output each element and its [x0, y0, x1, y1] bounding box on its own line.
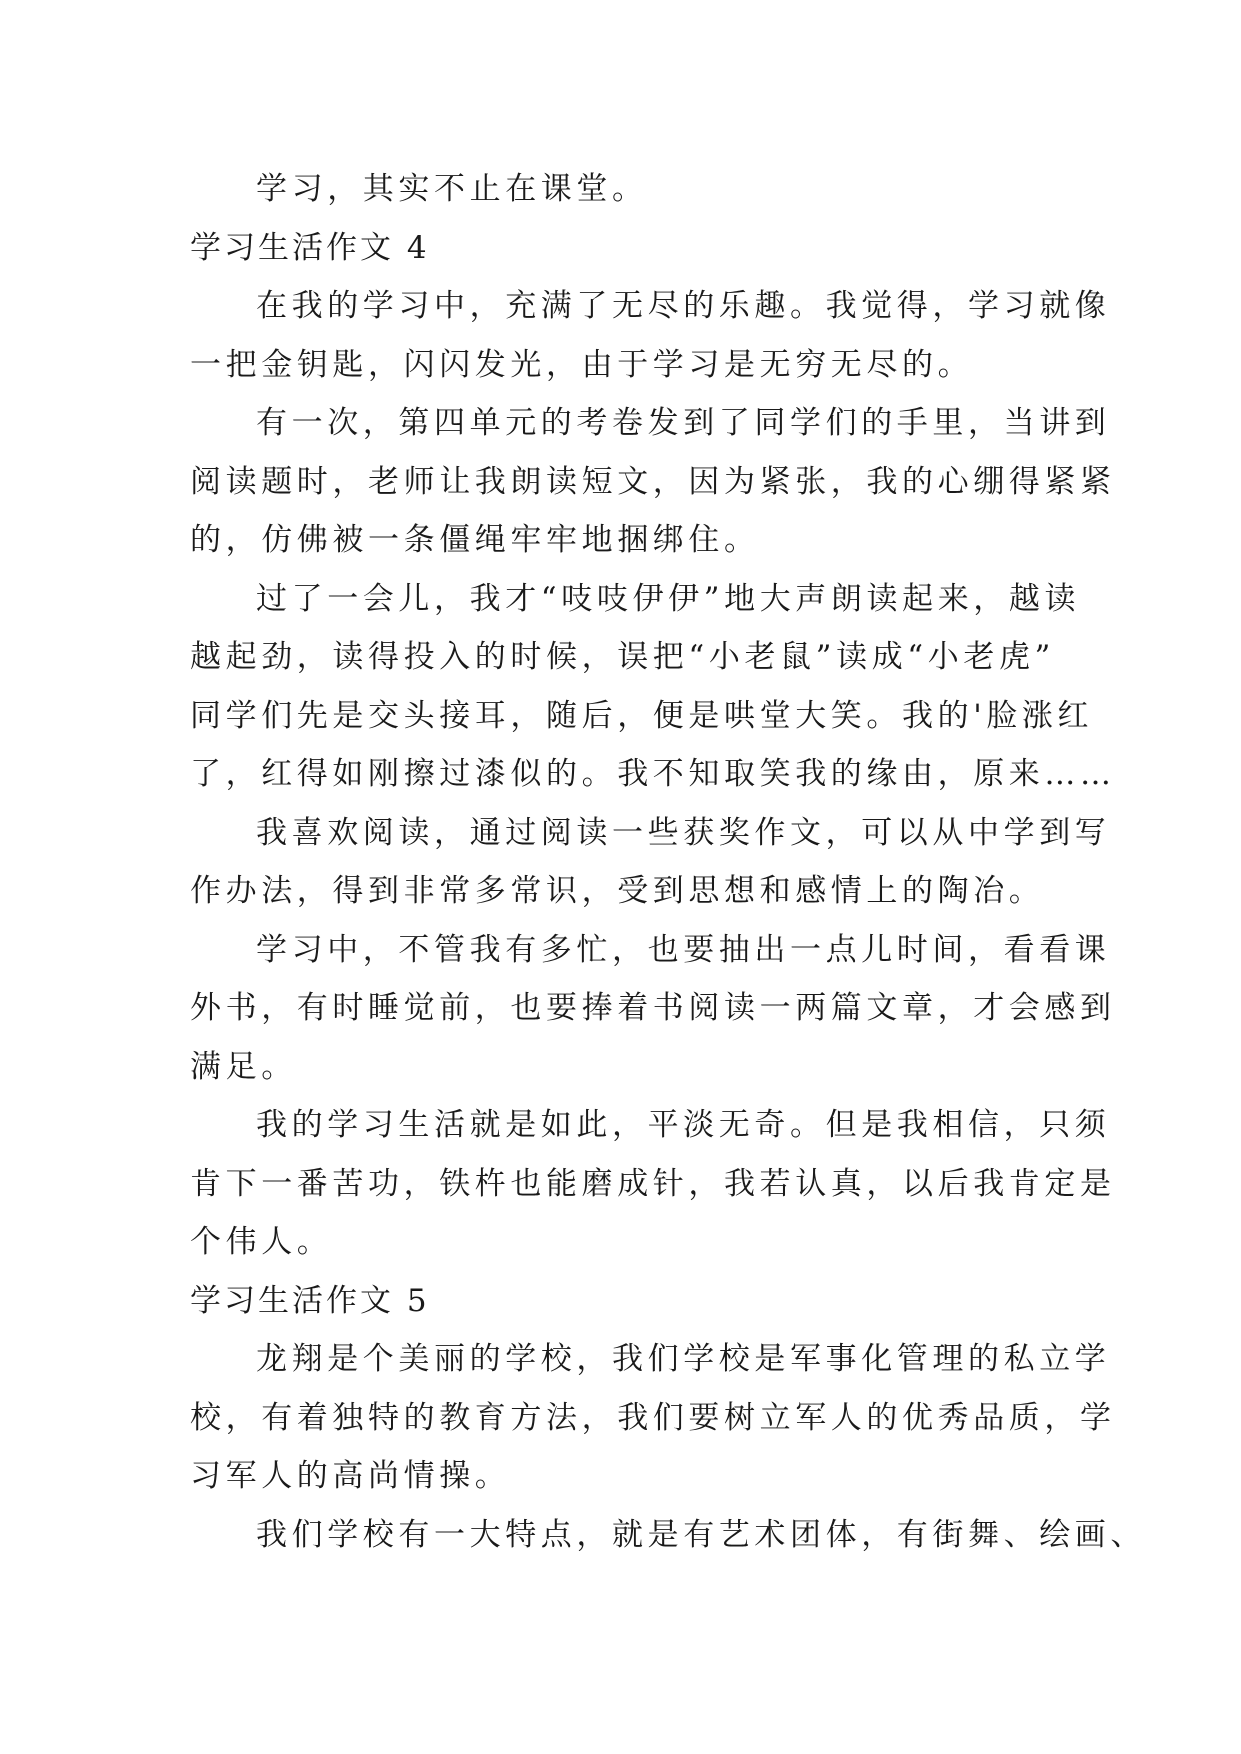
- paragraph-line: 一把金钥匙，闪闪发光，由于学习是无穷无尽的。: [190, 346, 974, 383]
- paragraph-line: 外书，有时睡觉前，也要捧着书阅读一两篇文章，才会感到: [190, 990, 1116, 1026]
- paragraph-line: 在我的学习中，充满了无尽的乐趣。我觉得，学习就像: [256, 288, 1111, 324]
- paragraph-line: 学习中，不管我有多忙，也要抽出一点儿时间，看看课: [256, 931, 1111, 968]
- paragraph-line: 有一次，第四单元的考卷发到了同学们的手里，当讲到: [256, 405, 1111, 441]
- essay-heading: 学习生活作文 4: [190, 229, 430, 266]
- paragraph-line: 校，有着独特的教育方法，我们要树立军人的优秀品质，学: [190, 1399, 1116, 1436]
- paragraph-line: 我们学校有一大特点，就是有艺术团体，有街舞、绘画、: [256, 1516, 1146, 1553]
- paragraph-line: 了，红得如刚擦过漆似的。我不知取笑我的缘由，原来……: [190, 756, 1116, 792]
- paragraph-line: 我的学习生活就是如此，平淡无奇。但是我相信，只须: [256, 1107, 1111, 1143]
- paragraph-line: 满足。: [190, 1048, 297, 1085]
- paragraph-line: 作办法，得到非常多常识，受到思想和感情上的陶冶。: [190, 873, 1045, 909]
- paragraph-line: 阅读题时，老师让我朗读短文，因为紧张，我的心绷得紧紧: [190, 463, 1116, 500]
- paragraph-line: 个伟人。: [190, 1224, 333, 1260]
- essay-body: [190, 160, 1146, 1564]
- paragraph-line: 的，仿佛被一条僵绳牢牢地捆绑住。: [190, 522, 760, 558]
- paragraph-line: 习军人的高尚情操。: [190, 1458, 511, 1494]
- paragraph-line: 越起劲，读得投入的时候，误把“小老鼠”读成“小老虎”: [190, 639, 1055, 675]
- paragraph-line: 龙翔是个美丽的学校，我们学校是军事化管理的私立学: [256, 1341, 1111, 1377]
- paragraph-line: 过了一会儿，我才“吱吱伊伊”地大声朗读起来，越读: [256, 580, 1081, 617]
- paragraph-line: 肯下一番苦功，铁杵也能磨成针，我若认真，以后我肯定是: [190, 1165, 1116, 1202]
- paragraph-line: 我喜欢阅读，通过阅读一些获奖作文，可以从中学到写: [256, 814, 1111, 851]
- essay-heading: 学习生活作文 5: [190, 1282, 430, 1319]
- paragraph-line: 学习，其实不止在课堂。: [256, 171, 648, 207]
- paragraph-line: 同学们先是交头接耳，随后，便是哄堂大笑。我的'脸涨红: [190, 697, 1094, 734]
